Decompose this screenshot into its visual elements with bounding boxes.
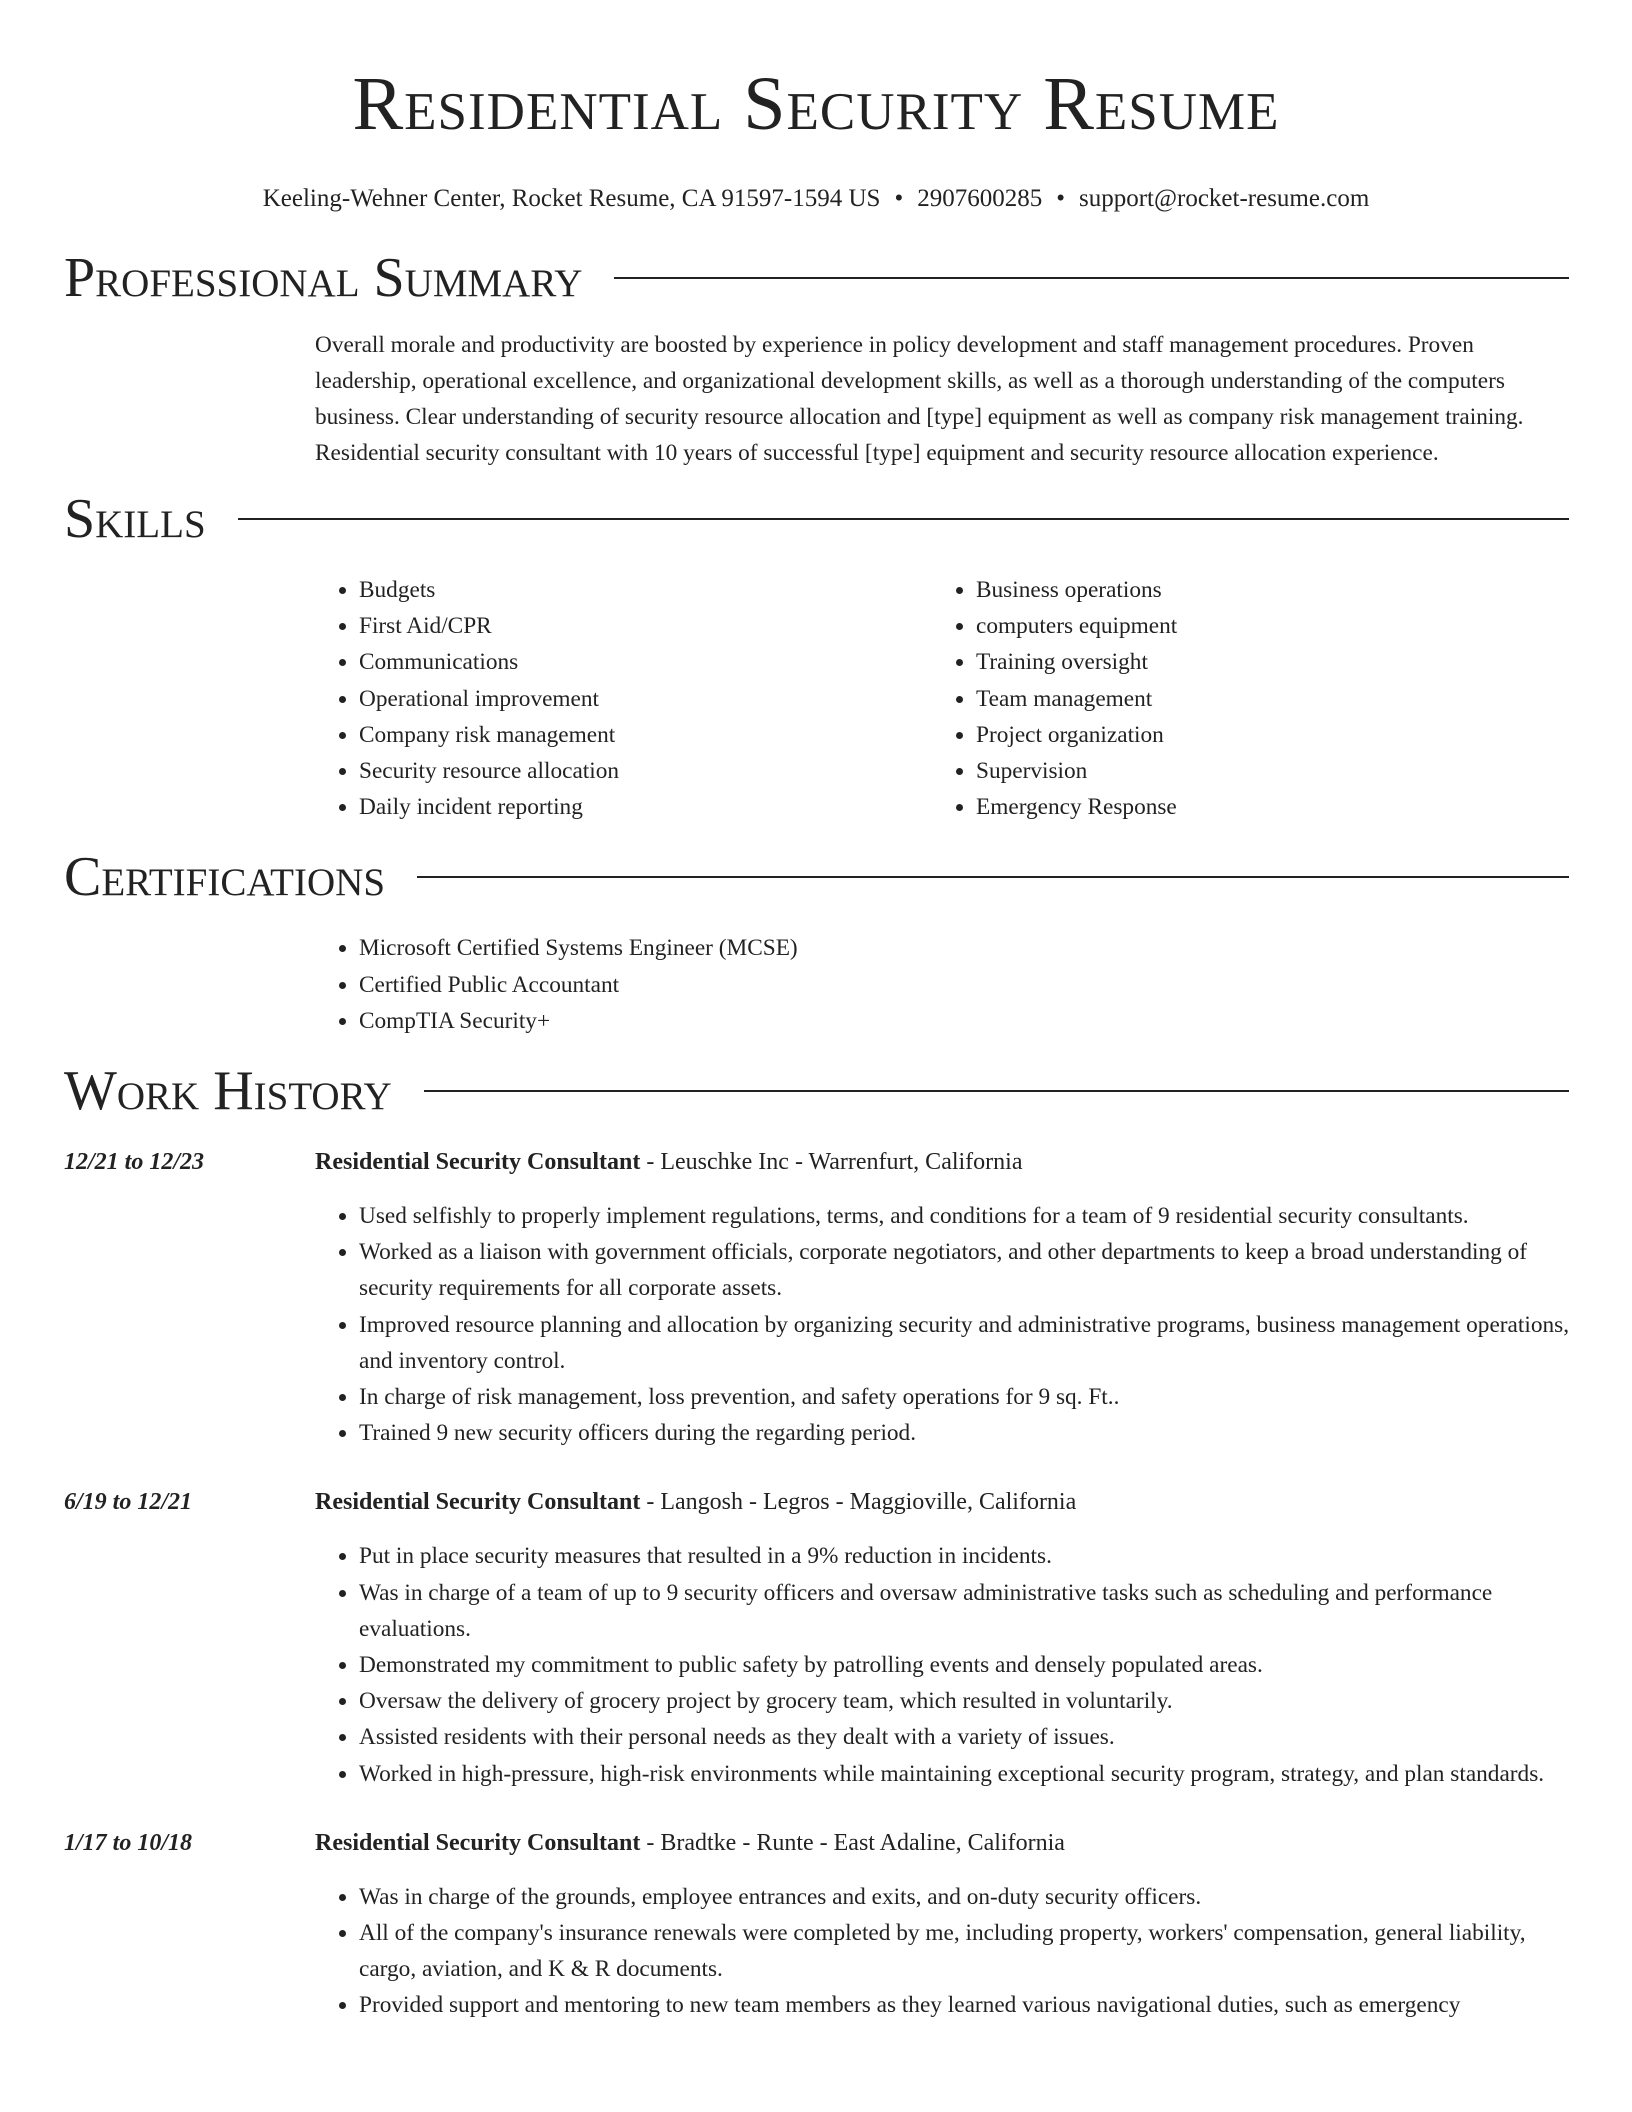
certifications-list [315, 930, 1570, 1039]
skill-item: • Budgets [359, 572, 932, 608]
certifications-heading: Certifications [64, 846, 386, 909]
job-bullet: • Put in place security measures that resulted in a 9% reduction in incidents. [359, 1538, 1570, 1574]
contact-phone: 2907600285 [917, 185, 1043, 212]
skill-item: • Security resource allocation [359, 753, 932, 789]
section-divider [238, 518, 1569, 520]
summary-text: Overall morale and productivity are boosted by experience in policy development and staff management procedures. Proven leadership, operational excellence, and organizational development skills, as well as a thorough understanding of the computers business. Clear understanding of security resource allocation and [type] equipment as well as company risk management training. Residential security consultant with 10 years of successful [type] equipment and security resource allocation experience. [315, 332, 1524, 466]
section-divider [417, 876, 1569, 878]
job-title: Residential Security Consultant [315, 1829, 641, 1856]
skill-item: • Communications [359, 644, 932, 680]
job-bullet: • Assisted residents with their personal needs as they dealt with a variety of issues. [359, 1719, 1570, 1755]
job-dates: 1/17 to 10/18 [64, 1829, 193, 1856]
job-entry [64, 1484, 1570, 1791]
job-bullet: • Improved resource planning and allocation by organizing security and administrative programs, business management operations, and inventory control. [359, 1307, 1570, 1379]
skill-item: • Business operations [976, 572, 1549, 608]
job-bullet: • Provided support and mentoring to new team members as they learned various navigational duties, such as emergency [359, 1987, 1570, 2023]
job-entry [64, 1825, 1570, 2024]
job-title-line [315, 1484, 1570, 1520]
skill-item: • Team management [976, 681, 1549, 717]
skill-item: • computers equipment [976, 608, 1549, 644]
certification-item: • CompTIA Security+ [359, 1003, 1570, 1039]
job-company: - Bradtke - Runte - East Adaline, California [640, 1829, 1065, 1856]
contact-line [0, 184, 1632, 214]
job-company: - Langosh - Legros - Maggioville, California [640, 1489, 1077, 1516]
job-bullet: • In charge of risk management, loss prevention, and safety operations for 9 sq. Ft.. [359, 1379, 1570, 1415]
skill-item: • Project organization [976, 717, 1549, 753]
certifications-section-header [64, 845, 1569, 909]
skill-item: • Training oversight [976, 644, 1549, 680]
job-bullet: • Trained 9 new security officers during the regarding period. [359, 1415, 1570, 1451]
skills-column-right [932, 572, 1549, 825]
job-title: Residential Security Consultant [315, 1149, 641, 1176]
skills-column-left [315, 572, 932, 825]
summary-section-header [64, 246, 1569, 310]
skills-list [315, 572, 1570, 825]
contact-separator: • [894, 185, 904, 212]
job-bullet: • Demonstrated my commitment to public safety by patrolling events and densely populated areas. [359, 1647, 1570, 1683]
job-bullet: • Oversaw the delivery of grocery project by grocery team, which resulted in voluntarily. [359, 1683, 1570, 1719]
job-company: - Leuschke Inc - Warrenfurt, California [640, 1149, 1023, 1176]
skill-item: • Company risk management [359, 717, 932, 753]
job-dates: 6/19 to 12/21 [64, 1489, 193, 1516]
job-title: Residential Security Consultant [315, 1489, 641, 1516]
skill-item: • First Aid/CPR [359, 608, 932, 644]
resume-title: Residential Security Resume [352, 62, 1280, 146]
skills-heading: Skills [64, 488, 206, 550]
job-title-line [315, 1144, 1570, 1180]
job-bullet: • All of the company's insurance renewals were completed by me, including property, workers' compensation, general liability, cargo, aviation, and K & R documents. [359, 1915, 1570, 1987]
skill-item: • Operational improvement [359, 681, 932, 717]
work-history-section-header [64, 1059, 1569, 1123]
skill-item: • Emergency Response [976, 789, 1549, 825]
job-entry [64, 1144, 1570, 1451]
summary-heading: Professional Summary [64, 247, 583, 309]
certification-item: • Certified Public Accountant [359, 967, 1570, 1003]
job-bullet: • Was in charge of a team of up to 9 security officers and oversaw administrative tasks such as scheduling and performance evaluations. [359, 1575, 1570, 1647]
certification-item: • Microsoft Certified Systems Engineer (MCSE) [359, 930, 1570, 966]
job-title-line [315, 1825, 1570, 1861]
work-history-heading: Work History [64, 1060, 392, 1123]
job-bullet: • Was in charge of the grounds, employee entrances and exits, and on-duty security officers. [359, 1879, 1570, 1915]
job-dates: 12/21 to 12/23 [64, 1149, 205, 1176]
section-divider [614, 277, 1569, 279]
skills-section-header [64, 487, 1569, 551]
contact-separator: • [1056, 185, 1065, 212]
skill-item: • Daily incident reporting [359, 789, 932, 825]
job-bullet: • Used selfishly to properly implement regulations, terms, and conditions for a team of 9 residential security consultants. [359, 1198, 1570, 1234]
section-divider [424, 1090, 1569, 1092]
job-bullet: • Worked as a liaison with government officials, corporate negotiators, and other departments to keep a broad understanding of security requirements for all corporate assets. [359, 1234, 1570, 1306]
contact-address: Keeling-Wehner Center, Rocket Resume, CA 91597-1594 US [262, 185, 881, 212]
job-bullet: • Worked in high-pressure, high-risk environments while maintaining exceptional security program, strategy, and plan standards. [359, 1756, 1570, 1792]
contact-email: support@rocket-resume.com [1078, 185, 1370, 212]
skill-item: • Supervision [976, 753, 1549, 789]
